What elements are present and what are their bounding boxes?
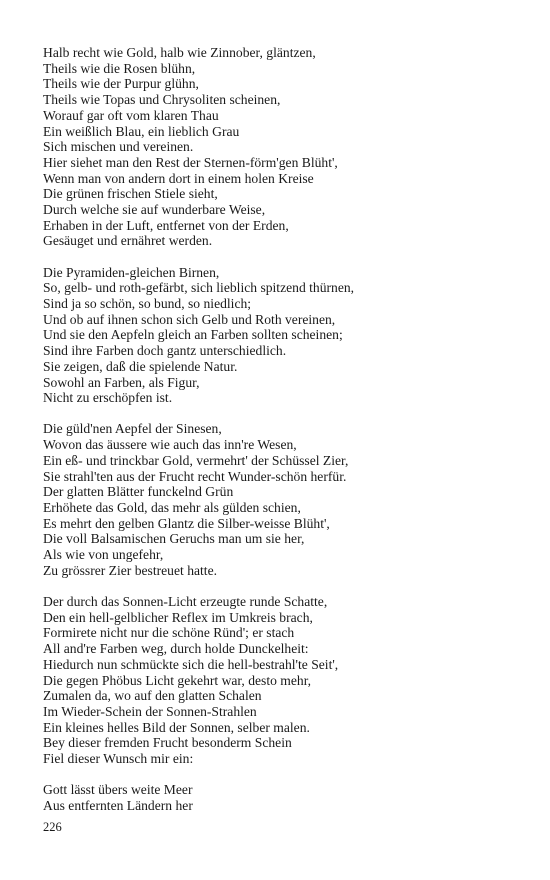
verse-line: Sie strahl'ten aus der Frucht recht Wunder-schön herfür.	[43, 468, 347, 484]
verse-line: Die Pyramiden-gleichen Birnen,	[43, 264, 220, 280]
verse-line: Der durch das Sonnen-Licht erzeugte runde Schatte,	[43, 594, 328, 609]
verse-line: Theils wie der Purpur glühn,	[43, 76, 199, 92]
verse-line: Erhaben in der Luft, entfernet von der Erden,	[43, 217, 289, 233]
verse-line: So, gelb- und roth-gefärbt, sich lieblich spitzend thürnen,	[43, 280, 355, 296]
verse-line: Sind ihre Farben doch gantz unterschiedlich.	[43, 343, 287, 359]
verse-line: Ein kleines helles Bild der Sonnen, selber malen.	[43, 719, 310, 735]
verse-line: Sie zeigen, daß die spielende Natur.	[43, 358, 238, 374]
verse-line: Ein weißlich Blau, ein lieblich Grau	[43, 123, 240, 139]
verse-line: Die voll Balsamischen Geruchs man um sie her,	[43, 531, 305, 547]
verse-line: Sowohl an Farben, als Figur,	[43, 374, 200, 390]
verse-line: Durch welche sie auf wunderbare Weise,	[43, 202, 266, 218]
verse-line: Gesäuget und ernähret werden.	[43, 233, 213, 249]
verse-line: Nicht zu erschöpfen ist.	[43, 390, 173, 406]
verse-line: Die gegen Phöbus Licht gekehrt war, desto mehr,	[43, 672, 312, 688]
stanza-1	[43, 45, 513, 249]
verse-line: Und sie den Aepfeln gleich an Farben sollten scheinen;	[43, 327, 343, 343]
verse-line: Die güld'nen Aepfel der Sinesen,	[43, 421, 222, 437]
stanza-5	[43, 782, 513, 813]
verse-line: Zu grössrer Zier bestreuet hatte.	[43, 562, 218, 578]
verse-line: Den ein hell-gelblicher Reflex im Umkreis brach,	[43, 609, 313, 625]
verse-line: Gott lässt übers weite Meer	[43, 782, 193, 798]
verse-line: Der glatten Blätter funckelnd Grün	[43, 484, 234, 500]
verse-line: Hiedurch nun schmückte sich die hell-bestrahl'te Seit',	[43, 656, 339, 672]
verse-line: Die grünen frischen Stiele sieht,	[43, 186, 218, 202]
verse-line: Formirete nicht nur die schöne Ründ'; er stach	[43, 625, 295, 641]
verse-line: Ein eß- und trinckbar Gold, vermehrt' der Schüssel Zier,	[43, 452, 349, 468]
verse-line: Sich mischen und vereinen.	[43, 139, 194, 155]
verse-line: Und ob auf ihnen schon sich Gelb und Roth vereinen,	[43, 311, 336, 327]
verse-line: Worauf gar oft vom klaren Thau	[43, 107, 219, 123]
verse-line: Theils wie die Rosen blühn,	[43, 60, 196, 76]
stanza-2	[43, 265, 513, 406]
verse-line: Theils wie Topas und Chrysoliten scheinen,	[43, 92, 281, 108]
verse-line: Hier siehet man den Rest der Sternen-förm'gen Blüht',	[43, 154, 338, 170]
verse-line: Zumalen da, wo auf den glatten Schalen	[43, 688, 262, 704]
stanza-4	[43, 594, 513, 767]
verse-line: Bey dieser fremden Frucht besonderm Schein	[43, 735, 292, 751]
verse-line: Im Wieder-Schein der Sonnen-Strahlen	[43, 703, 257, 719]
verse-line: Aus entfernten Ländern her	[43, 797, 193, 813]
verse-line: Fiel dieser Wunsch mir ein:	[43, 751, 194, 767]
verse-line: All and're Farben weg, durch holde Dunckelheit:	[43, 641, 309, 657]
stanza-3	[43, 421, 513, 578]
page-number: 226	[43, 820, 62, 834]
verse-line: Halb recht wie Gold, halb wie Zinnober, gläntzen,	[43, 45, 316, 60]
verse-line: Als wie von ungefehr,	[43, 547, 164, 563]
verse-line: Sind ja so schön, so bund, so niedlich;	[43, 296, 252, 312]
verse-line: Erhöhete das Gold, das mehr als gülden schien,	[43, 499, 301, 515]
verse-line: Wovon das äussere wie auch das inn're Wesen,	[43, 437, 297, 453]
verse-line: Wenn man von andern dort in einem holen Kreise	[43, 170, 314, 186]
verse-line: Es mehrt den gelben Glantz die Silber-weisse Blüht',	[43, 515, 330, 531]
poem-text	[43, 45, 513, 829]
